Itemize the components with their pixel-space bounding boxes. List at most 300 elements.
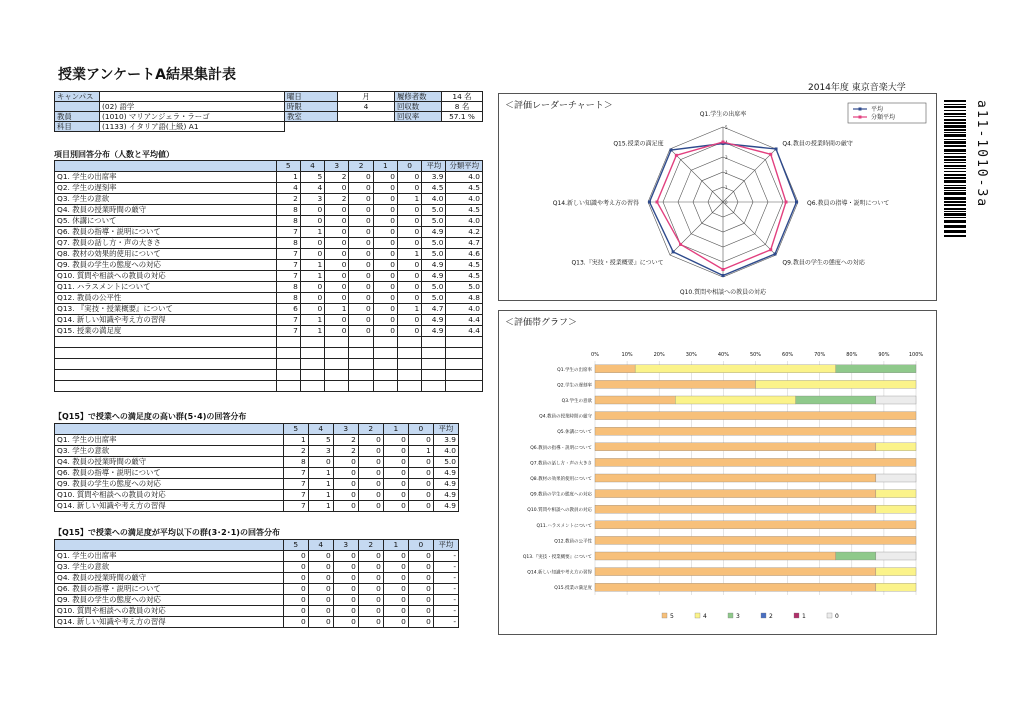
cell-value: 0 [373,172,397,183]
table-row [55,326,483,337]
cell-value: 0 [408,479,433,490]
barcode-bar [944,119,966,121]
cell-value: 4.9 [422,326,446,337]
cell-value: 0 [300,304,324,315]
cell-value: 4.5 [446,205,483,216]
col-header: 平均 [433,424,458,435]
radar-point [675,154,678,157]
row-label: Q6. 教員の指導・説明について [55,468,284,479]
row-label: Q15. 授業の満足度 [55,326,277,337]
teacher-label: 教員 [55,112,100,122]
cell-value: - [433,617,458,628]
row-label: Q4. 教員の授業時間の厳守 [55,573,284,584]
cell-value: 0 [358,573,383,584]
col-header: 1 [383,540,408,551]
cell-value: 3.9 [433,435,458,446]
cell-value: 0 [383,479,408,490]
cell-value: 0 [383,468,408,479]
cell-value: 0 [383,595,408,606]
cell-value: 5.0 [422,282,446,293]
bar-segment [876,568,916,576]
radar-point [722,274,725,277]
barcode-bar [944,141,966,144]
cell-value: 1 [300,326,324,337]
col-header: 0 [408,540,433,551]
bar-segment [595,536,916,544]
cell-value: 0 [300,249,324,260]
row-label: Q14. 新しい知識や考え方の習得 [55,501,284,512]
barcode-bar [944,174,966,176]
cell-value: 5.0 [422,293,446,304]
table3-caption: 【Q15】で授業への満足度が平均以下の群(3･2･1)の回答分布 [54,528,280,537]
day-label: 曜日 [285,92,338,102]
blank-row [55,348,483,359]
enrolled-value: 14 名 [442,92,483,102]
cell-value: 0 [349,326,373,337]
cell-value: 4 [300,183,324,194]
cell-value: 0 [373,194,397,205]
cell-value: 0 [349,304,373,315]
row-label: Q6. 教員の指導・説明について [55,584,284,595]
row-label: Q5. 休講について [55,216,277,227]
cell-value: 0 [333,562,358,573]
bar-segment [876,396,916,404]
radar-tick-label: 2 [725,170,728,175]
cell-value: 0 [333,468,358,479]
cell-value: 0 [325,227,349,238]
cell-value: 0 [373,183,397,194]
radar-point [648,201,651,204]
cell-value: 2 [325,172,349,183]
cell-value: 0 [325,293,349,304]
low-satisfaction-table [54,539,459,628]
table-row [55,304,483,315]
col-header: 4 [308,540,333,551]
bar-pct-tick: 70% [814,352,826,358]
cell-value: 5.0 [422,238,446,249]
cell-value: 0 [397,227,421,238]
barcode-bar [944,220,966,223]
row-label: Q9. 教員の学生の態度への対応 [55,595,284,606]
campus-label: キャンパス [55,92,100,102]
bar-row-label: Q11.ハラスメントについて [536,523,592,529]
bar-legend-label: 1 [802,613,806,620]
table-row [55,468,459,479]
bar-row-label: Q4.教員の授業時間の厳守 [539,414,592,420]
bar-segment [595,583,876,591]
radar-legend-marker [859,108,862,111]
bar-segment [635,365,836,373]
cell-value: 0 [325,238,349,249]
bar-segment [595,490,876,498]
barcode-bar [944,235,966,237]
cell-value: 1 [397,194,421,205]
cell-value: 2 [333,435,358,446]
cell-value: 0 [358,490,383,501]
cell-value: 4.9 [433,468,458,479]
cell-value: 0 [308,584,333,595]
cell-value: 2 [325,194,349,205]
cell-value: 8 [283,457,308,468]
cell-value: - [433,551,458,562]
campus-value [100,92,285,102]
cell-value: - [433,606,458,617]
cell-value: 4.9 [422,271,446,282]
cell-value: 0 [333,501,358,512]
cell-value: 0 [373,260,397,271]
barcode-bar [944,180,966,183]
barcode-bar [944,208,966,210]
radar-axis-label: Q15.授業の満足度 [613,140,664,148]
cell-value: 0 [333,479,358,490]
cell-value: 0 [397,271,421,282]
table-row [55,435,459,446]
radar-tick-label: 0 [725,200,728,205]
cell-value: 4.9 [422,227,446,238]
barcode-bar [944,165,966,167]
barcode-bar [944,139,966,140]
bar-row-label: Q13.『実技・授業概要』について [522,555,592,560]
bar-pct-tick: 50% [749,352,762,358]
barcode-bar [944,134,966,137]
cell-value: 4.2 [446,227,483,238]
bar-segment [836,365,916,373]
cell-value: 4.4 [446,326,483,337]
cell-value: 0 [408,501,433,512]
table-row [55,282,483,293]
cell-value: 7 [276,326,300,337]
bar-pct-tick: 80% [846,352,858,358]
table2-caption: 【Q15】で授業への満足度の高い群(5･4)の回答分布 [54,412,247,421]
cell-value: 0 [383,446,408,457]
cell-value: 8 [276,293,300,304]
cell-value: 0 [397,293,421,304]
bar-segment [595,568,876,576]
cell-value: 4.5 [422,183,446,194]
cell-value: 0 [325,183,349,194]
row-label: Q10. 質問や相談への教員の対応 [55,606,284,617]
cell-value: 4.7 [422,304,446,315]
row-label: Q4. 教員の授業時間の厳守 [55,205,277,216]
cell-value: 0 [383,457,408,468]
cell-value: 0 [300,216,324,227]
col-header: 4 [308,424,333,435]
bar-segment [595,396,675,404]
col-header: 1 [373,161,397,172]
radar-legend-marker [859,116,862,119]
cell-value: 0 [408,551,433,562]
cell-value: 4.4 [446,315,483,326]
row-label: Q14. 新しい知識や考え方の習得 [55,315,277,326]
barcode-bar [944,122,966,124]
bar-segment [876,443,916,451]
cell-value: 0 [349,293,373,304]
bar-row-label: Q3.学生の意欲 [561,399,592,404]
cell-value: 0 [408,606,433,617]
subject-value: (1133) イタリア語(上級) A1 [100,122,285,132]
bar-segment [595,474,876,482]
bar-title: ＜評価帯グラフ＞ [505,318,578,328]
cell-value: 8 [276,282,300,293]
bar-row-label: Q14.新しい知識や考え方の習得 [527,570,592,576]
cell-value: 0 [308,606,333,617]
cell-value: 0 [383,501,408,512]
cell-value: 0 [358,457,383,468]
table-row [55,595,459,606]
radar-point [722,268,725,271]
cell-value: 0 [349,282,373,293]
barcode-bar [944,129,966,131]
radar-tick-label: 1 [725,185,728,190]
table-row [55,606,459,617]
table1-caption: 項目別回答分布（人数と平均値） [54,150,174,159]
cell-value: 0 [358,501,383,512]
cell-value: 4.8 [446,293,483,304]
cell-value: 0 [325,326,349,337]
cell-value: 5.0 [422,216,446,227]
cell-value: 7 [283,501,308,512]
col-header: 5 [283,540,308,551]
year-university: 2014年度 東京音楽大学 [808,83,906,93]
barcode-bar [944,113,966,115]
cell-value: 1 [283,435,308,446]
row-label: Q1. 学生の出席率 [55,551,284,562]
cell-value: 0 [383,551,408,562]
barcode-bar [944,187,966,189]
cell-value: 0 [383,617,408,628]
barcode-bar [944,106,966,108]
radar-point [679,243,682,246]
radar-point [670,149,673,152]
barcode-bar [944,201,966,203]
cell-value: 0 [283,595,308,606]
barcode-bar [944,149,966,152]
cell-value: 0 [333,595,358,606]
table-row [55,194,483,205]
cell-value: 7 [283,490,308,501]
bar-segment [595,380,756,388]
cell-value: 0 [283,562,308,573]
cell-value: 0 [358,606,383,617]
cell-value: 7 [276,271,300,282]
bar-row-label: Q9.教員の学生の態度への対応 [530,492,592,498]
radar-point [785,201,788,204]
radar-axis-label: Q14.新しい知識や考え方の習得 [552,200,639,207]
bar-segment [756,380,917,388]
cell-value: 0 [408,562,433,573]
radar-chart [499,94,936,300]
cell-value: 1 [300,260,324,271]
cell-value: 0 [373,282,397,293]
col-header: 3 [333,424,358,435]
bar-segment [876,583,916,591]
cell-value: 4 [276,183,300,194]
cell-value: 7 [276,227,300,238]
cell-value: 0 [333,551,358,562]
cell-value: 0 [325,216,349,227]
row-label: Q1. 学生の出席率 [55,172,277,183]
cell-value: 0 [358,584,383,595]
col-header: 2 [358,424,383,435]
cell-value: 0 [397,205,421,216]
barcode-bar [944,204,966,206]
cell-value: 0 [358,446,383,457]
barcode-bar [944,104,966,105]
radar-point [773,252,776,255]
cell-value: 0 [300,293,324,304]
radar-tick-label: 4 [725,140,728,145]
col-header: 5 [276,161,300,172]
bar-legend-swatch [794,613,799,618]
cell-value: 0 [349,249,373,260]
col-header: 3 [333,540,358,551]
table-row [55,562,459,573]
cell-value: 4.0 [446,194,483,205]
bar-segment [595,365,635,373]
cell-value: 0 [349,238,373,249]
bar-segment [595,552,836,560]
rate-value: 57.1 % [442,112,483,122]
barcode-bar [944,168,966,169]
radar-panel [498,93,937,301]
cell-value: 1 [397,249,421,260]
cell-value: 0 [308,551,333,562]
cell-value: 5 [300,172,324,183]
cell-value: - [433,584,458,595]
cell-value: 0 [333,490,358,501]
header-info-table [54,91,483,132]
radar-point [722,141,725,144]
bar-pct-tick: 40% [717,352,729,358]
cell-value: 4.0 [446,216,483,227]
barcode-bar [944,211,966,212]
cell-value: 8 [276,238,300,249]
cell-value: 0 [373,293,397,304]
cell-value: 0 [373,227,397,238]
bar-segment [876,505,916,513]
cell-value: 1 [300,271,324,282]
bar-pct-tick: 20% [653,352,665,358]
cell-value: 4.0 [446,172,483,183]
cell-value: 0 [300,282,324,293]
table-row [55,227,483,238]
cell-value: 0 [349,183,373,194]
cell-value: 0 [283,617,308,628]
item-distribution-table [54,160,483,392]
cell-value: 0 [333,584,358,595]
table-row [55,479,459,490]
row-label: Q3. 学生の意欲 [55,194,277,205]
bar-legend-label: 5 [670,613,674,620]
barcode-bar [944,116,966,117]
high-satisfaction-table [54,423,459,512]
bar-segment [595,427,916,435]
bar-pct-tick: 100% [908,352,924,358]
cell-value: 0 [358,551,383,562]
cell-value: 5.0 [446,282,483,293]
cell-value: 0 [325,260,349,271]
dept-label [55,102,100,112]
barcode-bar [944,177,966,179]
cell-value: 4.9 [433,501,458,512]
cell-value: 1 [397,304,421,315]
cell-value: 7 [283,479,308,490]
bar-segment [595,505,876,513]
cell-value: 3 [308,446,333,457]
room-value [338,112,395,122]
cell-value: 0 [358,435,383,446]
cell-value: 0 [333,617,358,628]
bar-pct-tick: 0% [591,352,599,358]
row-label: Q9. 教員の学生の態度への対応 [55,479,284,490]
col-header: 3 [325,161,349,172]
cell-value: 0 [283,606,308,617]
radar-legend-label: 平均 [871,106,884,113]
cell-value: 0 [358,595,383,606]
bar-segment [595,458,916,466]
barcode-bar [944,132,966,133]
dept-value: (02) 語学 [100,102,285,112]
barcode-bar [944,125,966,128]
radar-point [769,248,772,251]
table-row [55,551,459,562]
cell-value: 0 [397,216,421,227]
row-label: Q12. 教員の公平性 [55,293,277,304]
cell-value: 0 [383,606,408,617]
rate-label: 回収率 [395,112,442,122]
bar-segment [876,490,916,498]
bar-row-label: Q7.教員の話し方・声の大きさ [530,461,592,467]
cell-value: 0 [333,606,358,617]
cell-value: 5.0 [422,249,446,260]
subject-label: 科目 [55,122,100,132]
row-label: Q13. 『実技・授業概要』について [55,304,277,315]
bar-segment [876,552,916,560]
table-row [55,249,483,260]
cell-value: - [433,562,458,573]
bar-legend-label: 0 [835,613,839,620]
table-row [55,446,459,457]
cell-value: 0 [373,271,397,282]
bar-panel [498,310,937,635]
cell-value: 8 [276,205,300,216]
cell-value: 0 [373,304,397,315]
cell-value: 7 [276,249,300,260]
day-value: 月 [338,92,395,102]
cell-value: 0 [373,249,397,260]
cell-value: 7 [276,260,300,271]
cell-value: 0 [373,205,397,216]
row-label: Q14. 新しい知識や考え方の習得 [55,617,284,628]
cell-value: 0 [373,238,397,249]
cell-value: 0 [383,562,408,573]
barcode-bar [944,171,966,172]
cell-value: 0 [408,468,433,479]
bar-legend-swatch [695,613,700,618]
cell-value: 0 [397,238,421,249]
cell-value: 0 [283,573,308,584]
cell-value: 0 [308,617,333,628]
cell-value: 0 [300,205,324,216]
cell-value: 0 [349,216,373,227]
bar-row-label: Q5.休講について [557,430,592,436]
cell-value: 4.9 [433,490,458,501]
radar-axis-label: Q10.質問や相談への教員の対応 [679,289,767,296]
row-label: Q2. 学生の遅刻率 [55,183,277,194]
cell-value: 0 [325,205,349,216]
cell-value: 0 [308,573,333,584]
bar-pct-tick: 60% [782,352,794,358]
